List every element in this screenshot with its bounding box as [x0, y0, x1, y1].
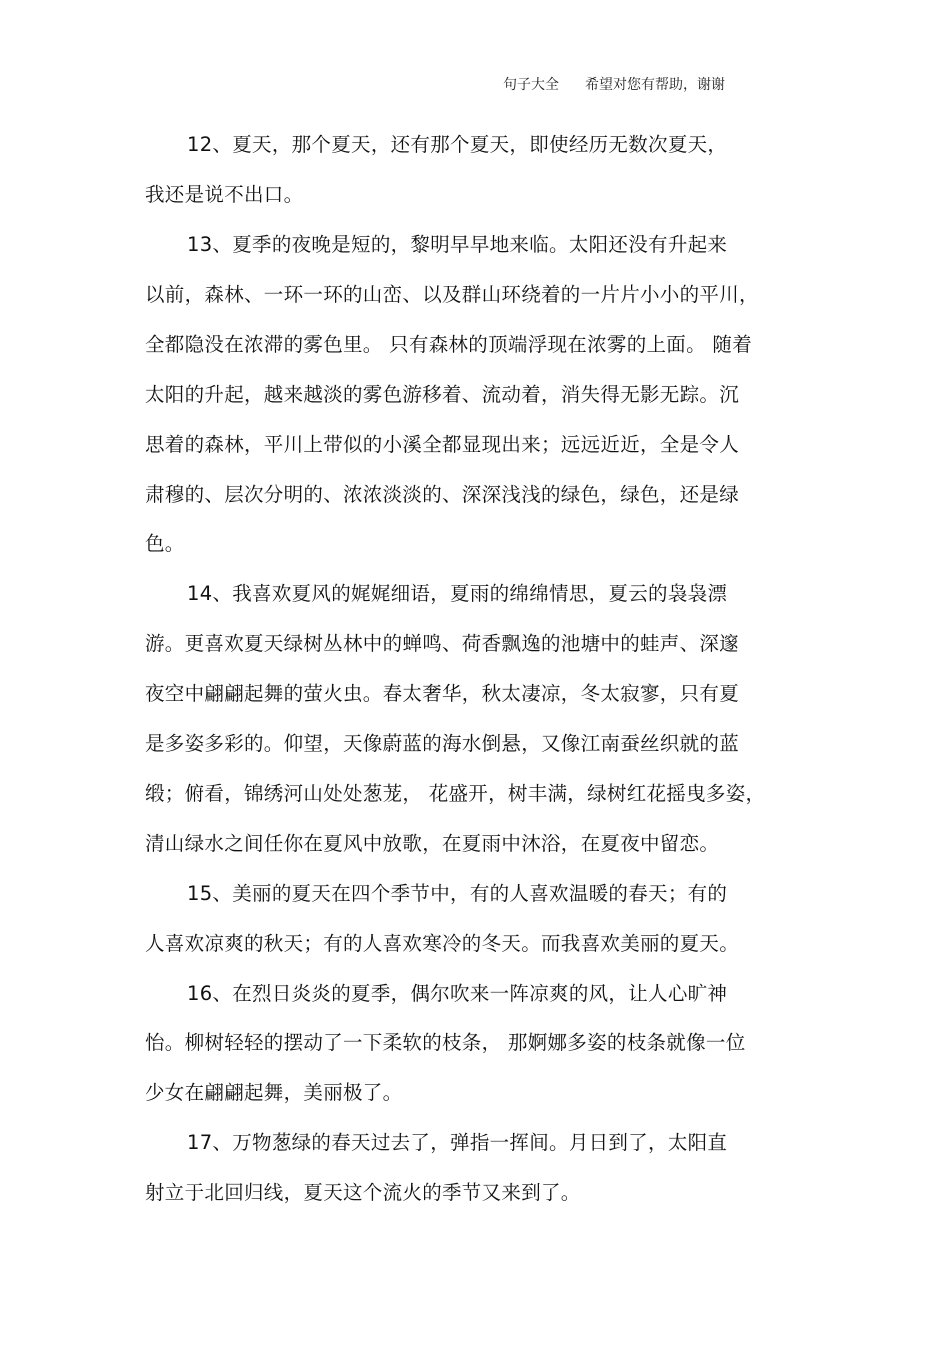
paragraph-14-line-3: 夜空中翩翩起舞的萤火虫。春太奢华，秋太凄凉，冬太寂寥，只有夏: [145, 682, 740, 705]
header-note: 希望对您有帮助，谢谢: [585, 77, 725, 93]
paragraph-13-line-4: 太阳的升起，越来越淡的雾色游移着、流动着，消失得无影无踪。沉: [145, 383, 740, 406]
paragraph-13-line-5: 思着的森林，平川上带似的小溪全都显现出来；远远近近，全是令人: [145, 433, 740, 456]
paragraph-14-line-6: 清山绿水之间任你在夏风中放歌，在夏雨中沐浴，在夏夜中留恋。: [145, 832, 720, 855]
paragraph-16-line-1: 16、在烈日炎炎的夏季，偶尔吹来一阵凉爽的风，让人心旷神: [187, 982, 728, 1005]
paragraph-13-line-6: 肃穆的、层次分明的、浓浓淡淡的、深深浅浅的绿色，绿色，还是绿: [145, 483, 740, 506]
page-header: [503, 74, 725, 94]
paragraph-13-line-7: 色。: [145, 532, 185, 555]
paragraph-12-line-2: 我还是说不出口。: [145, 183, 304, 206]
paragraph-17-line-2: 射立于北回归线，夏天这个流火的季节又来到了。: [145, 1181, 581, 1204]
header-site-name: 句子大全: [503, 77, 559, 93]
paragraph-14-line-2: 游。更喜欢夏天绿树丛林中的蝉鸣、荷香飘逸的池塘中的蛙声、深邃: [145, 632, 740, 655]
paragraph-16-line-2: 怡。柳树轻轻的摆动了一下柔软的枝条， 那婀娜多姿的枝条就像一位: [145, 1031, 746, 1054]
paragraph-17-line-1: 17、万物葱绿的春天过去了，弹指一挥间。月日到了，太阳直: [187, 1131, 728, 1154]
paragraph-16-line-3: 少女在翩翩起舞，美丽极了。: [145, 1081, 403, 1104]
paragraph-14-line-5: 缎；俯看，锦绣河山处处葱茏， 花盛开，树丰满，绿树红花摇曳多姿，: [145, 782, 766, 805]
paragraph-14-line-1: 14、我喜欢夏风的娓娓细语，夏雨的绵绵情思，夏云的袅袅漂: [187, 582, 728, 605]
paragraph-15-line-1: 15、美丽的夏天在四个季节中，有的人喜欢温暖的春天；有的: [187, 882, 728, 905]
paragraph-14-line-4: 是多姿多彩的。仰望，天像蔚蓝的海水倒悬，又像江南蚕丝织就的蓝: [145, 732, 740, 755]
paragraph-12-line-1: 12、夏天，那个夏天，还有那个夏天，即使经历无数次夏天，: [187, 133, 728, 156]
paragraph-15-line-2: 人喜欢凉爽的秋天；有的人喜欢寒冷的冬天。而我喜欢美丽的夏天。: [145, 932, 740, 955]
paragraph-13-line-3: 全都隐没在浓滞的雾色里。 只有森林的顶端浮现在浓雾的上面。 随着: [145, 333, 752, 356]
paragraph-13-line-2: 以前，森林、一环一环的山峦、以及群山环绕着的一片片小小的平川，: [145, 283, 759, 306]
paragraph-13-line-1: 13、夏季的夜晚是短的，黎明早早地来临。太阳还没有升起来: [187, 233, 728, 256]
